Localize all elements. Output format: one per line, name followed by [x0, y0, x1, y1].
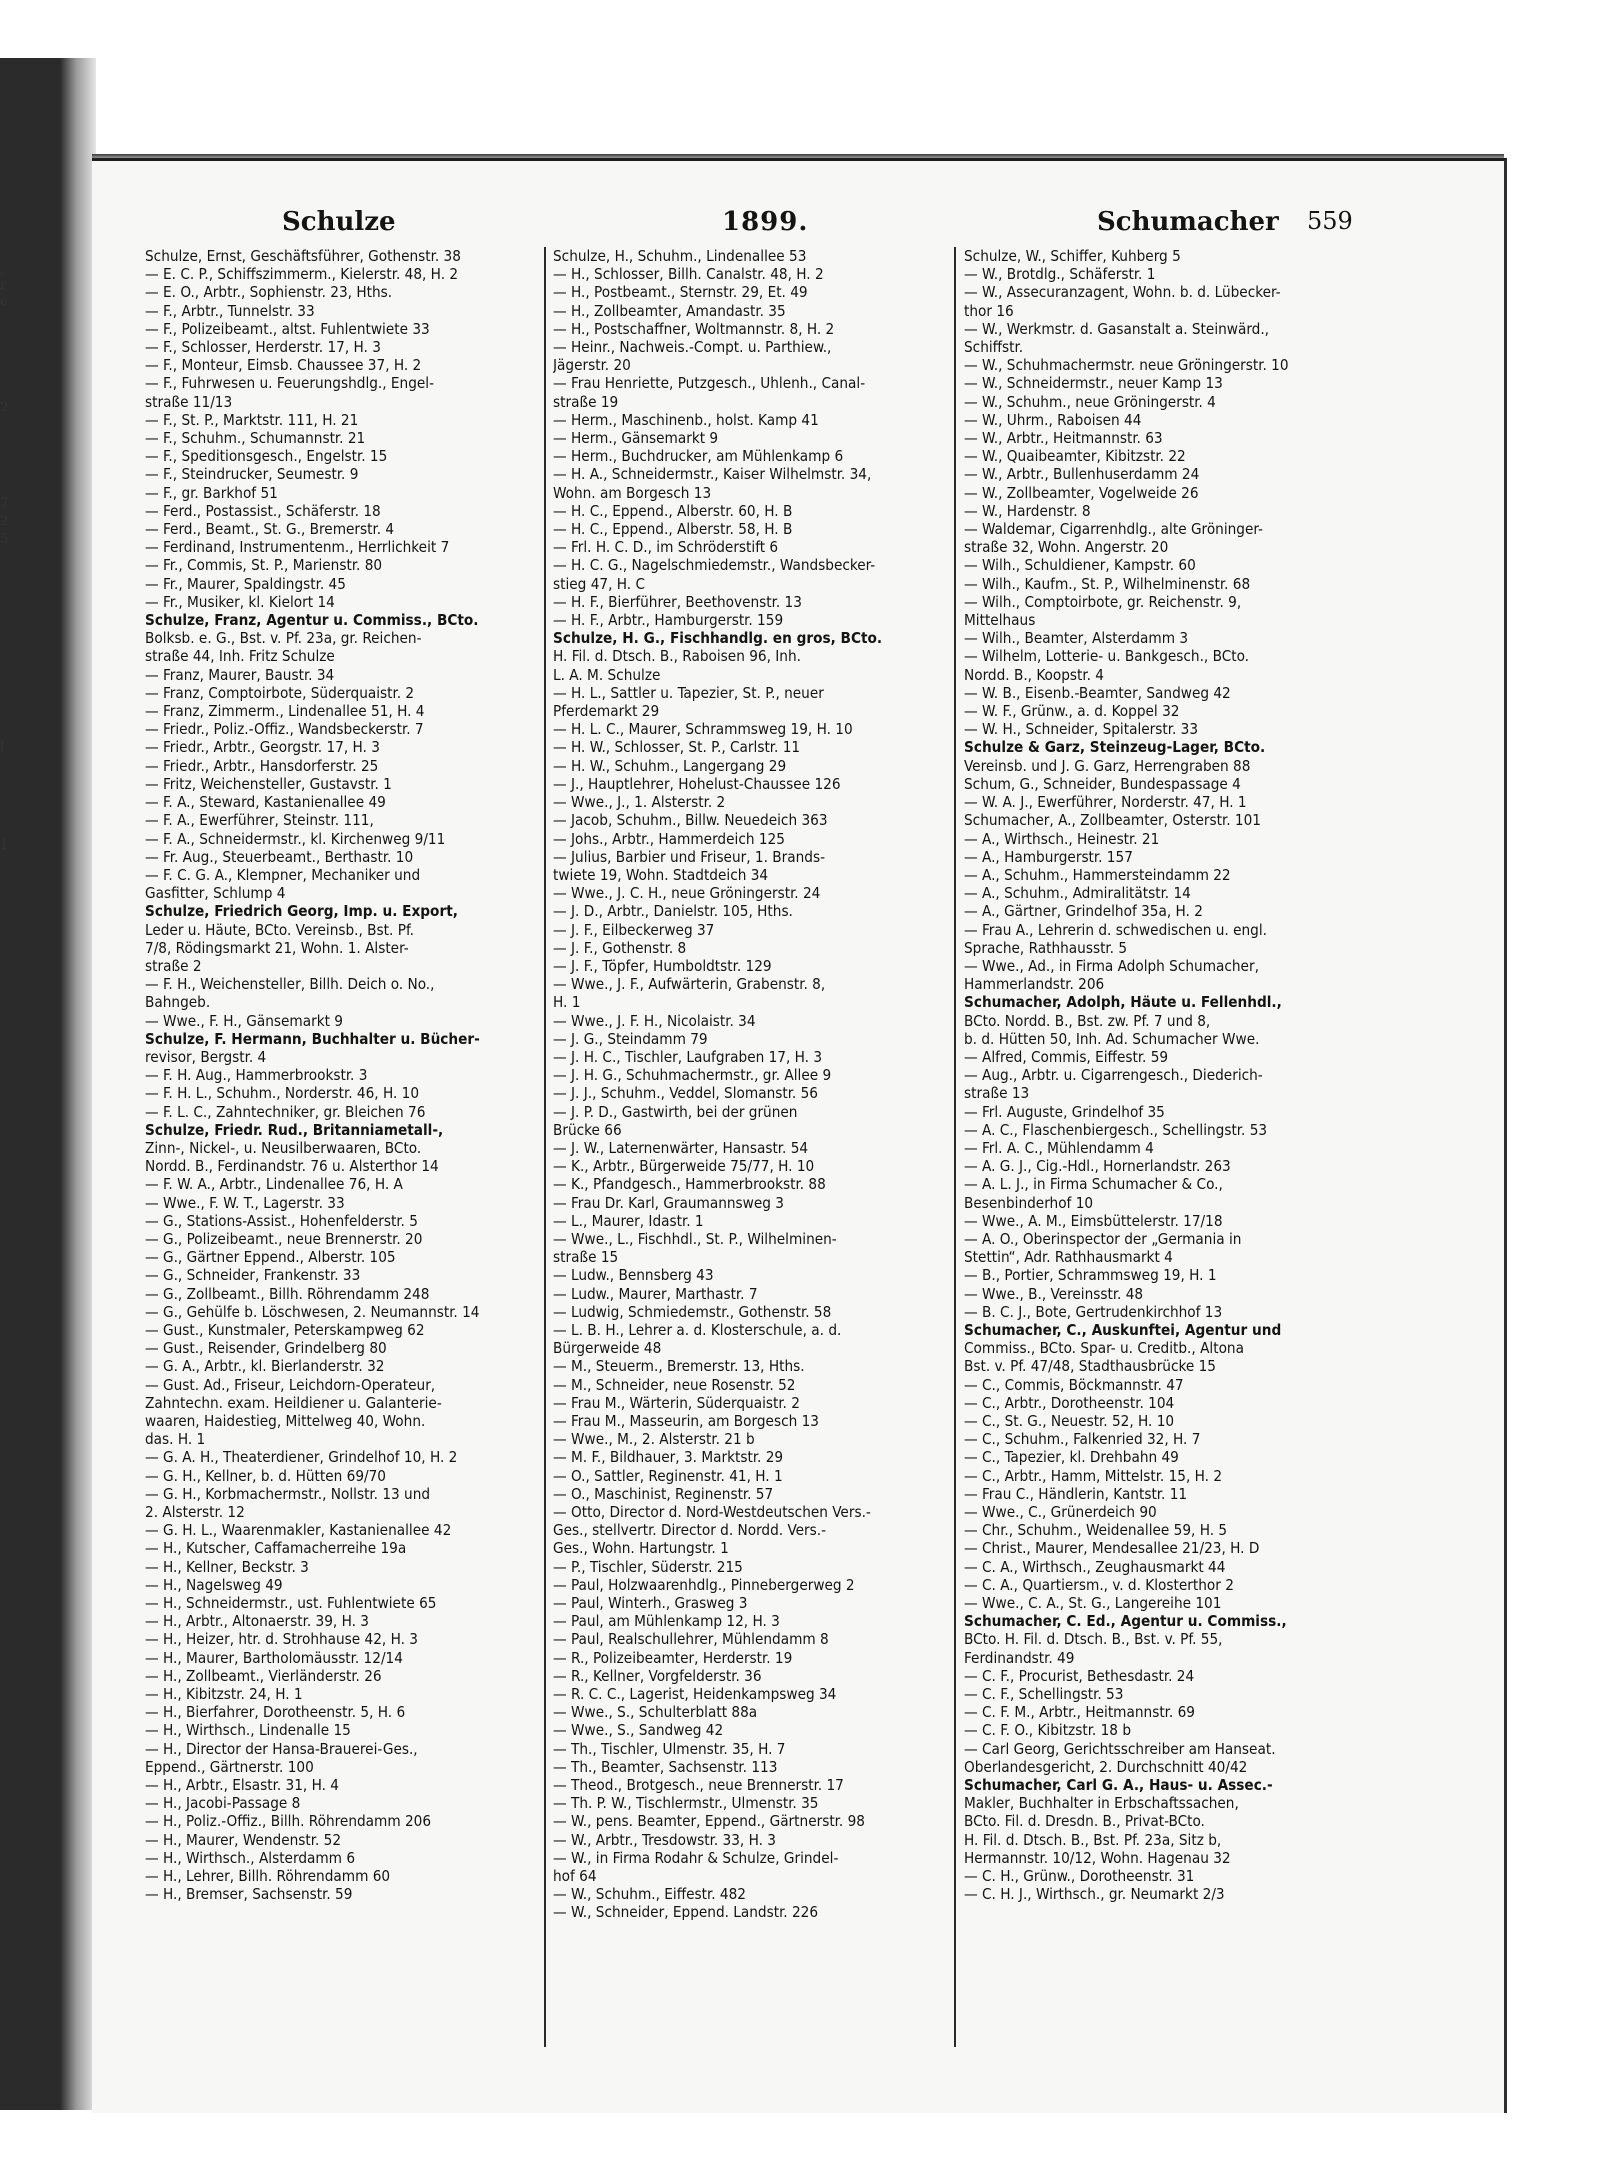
- directory-entry: straße 44, Inh. Fritz Schulze: [145, 647, 335, 666]
- directory-entry: — Wwe., F. W. T., Lagerstr. 33: [145, 1193, 345, 1212]
- directory-entry: — Friedr., Poliz.-Offiz., Wandsbeckerstr. 7: [145, 720, 424, 739]
- directory-entry: straße 19: [553, 392, 619, 411]
- directory-entry: — H., Nagelsweg 49: [145, 1575, 283, 1594]
- directory-entry: — Wwe., C. A., St. G., Langereihe 101: [964, 1594, 1222, 1613]
- directory-entry: — F., gr. Barkhof 51: [145, 483, 278, 502]
- directory-entry: — J. P. D., Gastwirth, bei der grünen: [553, 1102, 798, 1121]
- directory-entry: — W., Schuhmachermstr. neue Gröningerstr. 10: [964, 356, 1289, 375]
- directory-entry: — Wwe., A. M., Eimsbüttelerstr. 17/18: [964, 1211, 1223, 1230]
- directory-entry: Pferdemarkt 29: [553, 702, 660, 721]
- fragment: r: [0, 278, 7, 293]
- directory-entry: — E. O., Arbtr., Sophienstr. 23, Hths.: [145, 283, 393, 302]
- directory-entry: — J. H. C., Tischler, Laufgraben 17, H. 3: [553, 1047, 823, 1066]
- fragment: ,: [0, 262, 5, 277]
- directory-entry: Eppend., Gärtnerstr. 100: [145, 1757, 314, 1776]
- directory-entry: — Ludw., Bennsberg 43: [553, 1266, 714, 1285]
- directory-entry: — W., Quaibeamter, Kibitzstr. 22: [964, 447, 1186, 466]
- directory-entry: — C., Tapezier, kl. Drehbahn 49: [964, 1448, 1179, 1467]
- directory-entry: BCto. Nordd. B., Bst. zw. Pf. 7 und 8,: [964, 1011, 1211, 1030]
- directory-entry: — C. H., Grünw., Dorotheenstr. 31: [964, 1867, 1195, 1886]
- directory-entry: Vereinsb. und J. G. Garz, Herrengraben 88: [964, 756, 1251, 775]
- directory-entry: — M., Schneider, neue Rosenstr. 52: [553, 1375, 796, 1394]
- directory-entry: Schulze, W., Schiffer, Kuhberg 5: [964, 247, 1181, 265]
- directory-entry: — Franz, Maurer, Baustr. 34: [145, 665, 335, 684]
- directory-entry: — Wwe., F. H., Gänsemarkt 9: [145, 1011, 343, 1030]
- directory-entry: Besenbinderhof 10: [964, 1193, 1094, 1212]
- directory-entry: Brücke 66: [553, 1120, 622, 1139]
- directory-entry: — O., Maschinist, Reginenstr. 57: [553, 1484, 774, 1503]
- directory-entry: Nordd. B., Ferdinandstr. 76 u. Alsterthor 14: [145, 1157, 439, 1176]
- directory-entry: — F. L. C., Zahntechniker, gr. Bleichen 76: [145, 1102, 426, 1121]
- directory-entry: — Christ., Maurer, Mendesallee 21/23, H. D: [964, 1539, 1260, 1558]
- directory-entry: — Herm., Buchdrucker, am Mühlenkamp 6: [553, 447, 844, 466]
- column-divider: [954, 247, 956, 2047]
- directory-entry: — W., Schuhm., Eiffestr. 482: [553, 1885, 746, 1904]
- directory-entry: — H., Bremser, Sachsenstr. 59: [145, 1885, 353, 1904]
- directory-entry: — C. A., Quartiersm., v. d. Klosterthor 2: [964, 1575, 1234, 1594]
- directory-entry: — Frau M., Masseurin, am Borgesch 13: [553, 1412, 819, 1430]
- directory-entry: Bolksb. e. G., Bst. v. Pf. 23a, gr. Reichen-: [145, 629, 422, 648]
- directory-entry: — Johs., Arbtr., Hammerdeich 125: [553, 829, 785, 848]
- directory-entry: — F., Schlosser, Herderstr. 17, H. 3: [145, 338, 381, 357]
- directory-entry: — F. A., Ewerführer, Steinstr. 111,: [145, 811, 374, 830]
- directory-entry: — A., Wirthsch., Heinestr. 21: [964, 829, 1160, 848]
- directory-entry: — A., Hamburgerstr. 157: [964, 847, 1133, 866]
- directory-entry: — H., Poliz.-Offiz., Billh. Röhrendamm 206: [145, 1812, 432, 1831]
- directory-entry: — Wwe., Ad., in Firma Adolph Schumacher,: [964, 956, 1259, 975]
- directory-entry: — H. W., Schuhm., Langergang 29: [553, 756, 787, 775]
- directory-entry: — F. W. A., Arbtr., Lindenallee 76, H. A: [145, 1175, 403, 1194]
- directory-entry: — W., in Firma Rodahr & Schulze, Grindel-: [553, 1848, 839, 1867]
- fragment: l: [0, 740, 5, 755]
- directory-entry: Schulze, H., Schuhm., Lindenallee 53: [553, 247, 807, 265]
- directory-entry: L. A. M. Schulze: [553, 665, 661, 684]
- page-header: [92, 207, 1504, 243]
- directory-entry: — Frau Henriette, Putzgesch., Uhlenh., Canal-: [553, 374, 866, 393]
- directory-entry: — P., Tischler, Süderstr. 215: [553, 1557, 743, 1576]
- directory-entry: — Franz, Comptoirbote, Süderquaistr. 2: [145, 683, 415, 702]
- directory-entry: — H. C., Eppend., Alberstr. 58, H. B: [553, 520, 793, 539]
- directory-entry: — Wwe., S., Sandweg 42: [553, 1721, 724, 1740]
- directory-entry: — F. C. G. A., Klempner, Mechaniker und: [145, 865, 421, 884]
- directory-entry: — Fr. Aug., Steuerbeamt., Berthastr. 10: [145, 847, 414, 866]
- directory-entry: — W., Schuhm., neue Gröningerstr. 4: [964, 392, 1216, 411]
- directory-entry: Schulze, H. G., Fischhandlg. en gros, BCto.: [553, 629, 883, 648]
- directory-entry: revisor, Bergstr. 4: [145, 1047, 267, 1066]
- directory-entry: — Wilh., Beamter, Alsterdamm 3: [964, 629, 1189, 648]
- directory-entry: — Chr., Schuhm., Weidenallee 59, H. 5: [964, 1521, 1228, 1540]
- directory-entry: — Fr., Commis, St. P., Marienstr. 80: [145, 556, 383, 575]
- directory-entry: b. d. Hütten 50, Inh. Ad. Schumacher Wwe.: [964, 1029, 1260, 1048]
- directory-entry: — Gust., Kunstmaler, Peterskampweg 62: [145, 1320, 425, 1339]
- directory-entry: — F. H. L., Schuhm., Norderstr. 46, H. 10: [145, 1084, 420, 1103]
- directory-entry: — G., Zollbeamt., Billh. Röhrendamm 248: [145, 1284, 430, 1303]
- column-1: [145, 247, 537, 2067]
- directory-entry: — J. F., Eilbeckerweg 37: [553, 920, 715, 939]
- directory-entry: — C. F. M., Arbtr., Heitmannstr. 69: [964, 1703, 1195, 1722]
- directory-entry: — C., Commis, Böckmannstr. 47: [964, 1375, 1184, 1394]
- directory-entry: Oberlandesgericht, 2. Durchschnitt 40/42: [964, 1757, 1248, 1776]
- directory-entry: Schulze & Garz, Steinzeug-Lager, BCto.: [964, 738, 1266, 757]
- directory-entry: — G. A., Arbtr., kl. Bierlanderstr. 32: [145, 1357, 385, 1376]
- directory-entry: — W. B., Eisenb.-Beamter, Sandweg 42: [964, 683, 1231, 702]
- directory-entry: Schiffstr.: [964, 338, 1024, 357]
- directory-entry: — Aug., Arbtr. u. Cigarrengesch., Diederich-: [964, 1066, 1263, 1085]
- directory-entry: — A. O., Oberinspector der „Germania in: [964, 1229, 1242, 1248]
- directory-entry: — J. G., Steindamm 79: [553, 1029, 708, 1048]
- directory-entry: BCto. Fil. d. Dresdn. B., Privat-BCto.: [964, 1812, 1205, 1831]
- directory-entry: — G., Gärtner Eppend., Alberstr. 105: [145, 1248, 396, 1267]
- directory-entry: — Frau M., Wärterin, Süderquaistr. 2: [553, 1393, 800, 1412]
- directory-entry: Ferdinandstr. 49: [964, 1648, 1075, 1667]
- directory-entry: Stettin“, Adr. Rathhausmarkt 4: [964, 1248, 1173, 1267]
- directory-entry: straße 32, Wohn. Angerstr. 20: [964, 538, 1169, 557]
- directory-entry: — H., Maurer, Bartholomäusstr. 12/14: [145, 1648, 403, 1667]
- directory-entry: Mittelhaus: [964, 611, 1036, 630]
- directory-entry: Wohn. am Borgesch 13: [553, 483, 712, 502]
- directory-entry: — Th., Beamter, Sachsenstr. 113: [553, 1757, 778, 1776]
- directory-entry: — J., Hauptlehrer, Hohelust-Chaussee 126: [553, 774, 841, 793]
- directory-entry: — H., Schneidermstr., ust. Fuhlentwiete 65: [145, 1594, 437, 1613]
- directory-entry: Hammerlandstr. 206: [964, 975, 1105, 994]
- directory-entry: — F., St. P., Marktstr. 111, H. 21: [145, 410, 359, 429]
- directory-entry: — Th. P. W., Tischlermstr., Ulmenstr. 35: [553, 1794, 819, 1813]
- directory-entry: Schumacher, Carl G. A., Haus- u. Assec.-: [964, 1776, 1273, 1795]
- directory-entry: — L. B. H., Lehrer a. d. Klosterschule, a. d.: [553, 1320, 842, 1339]
- directory-entry: — Frau Dr. Karl, Graumannsweg 3: [553, 1193, 784, 1212]
- directory-entry: Ges., Wohn. Hartungstr. 1: [553, 1539, 729, 1558]
- directory-entry: H. Fil. d. Dtsch. B., Bst. Pf. 23a, Sitz b,: [964, 1830, 1222, 1849]
- directory-entry: — W., Brotdlg., Schäferstr. 1: [964, 265, 1156, 284]
- directory-entry: — H., Kibitzstr. 24, H. 1: [145, 1685, 303, 1704]
- directory-entry: — L., Maurer, Idastr. 1: [553, 1211, 704, 1230]
- directory-entry: — H. F., Bierführer, Beethovenstr. 13: [553, 592, 802, 611]
- directory-entry: Sprache, Rathhausstr. 5: [964, 938, 1128, 957]
- directory-entry: — Otto, Director d. Nord-Westdeutschen Vers.-: [553, 1503, 871, 1522]
- header-year: 1899.: [722, 207, 809, 237]
- column-divider: [544, 247, 546, 2047]
- directory-entry: Zahntechn. exam. Heildiener u. Galanterie-: [145, 1393, 442, 1412]
- directory-entry: — H., Schlosser, Billh. Canalstr. 48, H. 2: [553, 265, 824, 284]
- fragment: e: [0, 294, 8, 309]
- directory-entry: — F., Speditionsgesch., Engelstr. 15: [145, 447, 388, 466]
- column-2: [553, 247, 945, 2067]
- directory-entry: — H., Wirthsch., Alsterdamm 6: [145, 1848, 356, 1867]
- directory-entry: — Wwe., J., 1. Alsterstr. 2: [553, 793, 726, 812]
- directory-entry: — H., Jacobi-Passage 8: [145, 1794, 301, 1813]
- directory-entry: — H., Zollbeamter, Amandastr. 35: [553, 301, 786, 320]
- directory-entry: Schulze, Friedrich Georg, Imp. u. Export,: [145, 902, 458, 921]
- directory-entry: — J. F., Gothenstr. 8: [553, 938, 687, 957]
- directory-entry: — C. F. O., Kibitzstr. 18 b: [964, 1721, 1131, 1740]
- directory-entry: — J. F., Töpfer, Humboldtstr. 129: [553, 956, 772, 975]
- directory-entry: — W., Schneidermstr., neuer Kamp 13: [964, 374, 1223, 393]
- directory-entry: — R., Kellner, Vorgfelderstr. 36: [553, 1666, 762, 1685]
- directory-entry: Schumacher, Adolph, Häute u. Fellenhdl.,: [964, 993, 1282, 1012]
- directory-entry: — Waldemar, Cigarrenhdlg., alte Gröninger-: [964, 520, 1263, 539]
- directory-entry: — H., Arbtr., Altonaerstr. 39, H. 3: [145, 1612, 369, 1631]
- directory-entry: — M. F., Bildhauer, 3. Marktstr. 29: [553, 1448, 784, 1467]
- directory-entry: — F. H. Aug., Hammerbrookstr. 3: [145, 1066, 368, 1085]
- previous-page-dark-edge: [0, 58, 62, 2110]
- directory-entry: — Wilh., Schuldiener, Kampstr. 60: [964, 556, 1196, 575]
- directory-entry: — Wilhelm, Lotterie- u. Bankgesch., BCto.: [964, 647, 1250, 666]
- directory-entry: — H., Lehrer, Billh. Röhrendamm 60: [145, 1867, 391, 1886]
- directory-entry: Zinn-, Nickel-, u. Neusilberwaaren, BCto.: [145, 1138, 422, 1157]
- directory-entry: — A., Schuhm., Admiralitätstr. 14: [964, 884, 1191, 903]
- directory-entry: Schumacher, C., Auskunftei, Agentur und: [964, 1320, 1282, 1339]
- directory-entry: hof 64: [553, 1867, 597, 1886]
- directory-entry: — R. C. C., Lagerist, Heidenkampsweg 34: [553, 1685, 837, 1704]
- directory-entry: — C., St. G., Neuestr. 52, H. 10: [964, 1412, 1175, 1430]
- directory-entry: — F., Fuhrwesen u. Feuerungshdlg., Engel-: [145, 374, 435, 393]
- directory-entry: — Ferdinand, Instrumentenm., Herrlichkeit 7: [145, 538, 450, 557]
- directory-entry: Schulze, Ernst, Geschäftsführer, Gothenstr. 38: [145, 247, 461, 265]
- directory-entry: straße 11/13: [145, 392, 233, 411]
- directory-entry: — A., Schuhm., Hammersteindamm 22: [964, 865, 1231, 884]
- directory-entry: — F., Steindrucker, Seumestr. 9: [145, 465, 359, 484]
- directory-entry: — H., Bierfahrer, Dorotheenstr. 5, H. 6: [145, 1703, 406, 1722]
- directory-entry: — R., Polizeibeamter, Herderstr. 19: [553, 1648, 793, 1667]
- directory-entry: — H., Wirthsch., Lindenalle 15: [145, 1721, 351, 1740]
- directory-entry: — M., Steuerm., Bremerstr. 13, Hths.: [553, 1357, 805, 1376]
- directory-entry: — Friedr., Arbtr., Georgstr. 17, H. 3: [145, 738, 380, 757]
- directory-entry: — Franz, Zimmerm., Lindenallee 51, H. 4: [145, 702, 425, 721]
- directory-entry: Gasfitter, Schlump 4: [145, 884, 286, 903]
- directory-entry: Commiss., BCto. Spar- u. Creditb., Altona: [964, 1339, 1244, 1358]
- directory-entry: — Paul, am Mühlenkamp 12, H. 3: [553, 1612, 780, 1631]
- directory-entry: — J. W., Laternenwärter, Hansastr. 54: [553, 1138, 809, 1157]
- directory-entry: — Wwe., J. F. H., Nicolaistr. 34: [553, 1011, 756, 1030]
- directory-entry: — O., Sattler, Reginenstr. 41, H. 1: [553, 1466, 783, 1485]
- directory-entry: — J. H. G., Schuhmachermstr., gr. Allee 9: [553, 1066, 832, 1085]
- directory-entry: Schumacher, A., Zollbeamter, Osterstr. 101: [964, 811, 1261, 830]
- directory-entry: — H., Zollbeamt., Vierländerstr. 26: [145, 1666, 382, 1685]
- directory-entry: — H., Arbtr., Elsastr. 31, H. 4: [145, 1776, 339, 1795]
- directory-entry: — K., Pfandgesch., Hammerbrookstr. 88: [553, 1175, 826, 1194]
- directory-entry: — C. F., Procurist, Bethesdastr. 24: [964, 1666, 1195, 1685]
- directory-entry: — G., Polizeibeamt., neue Brennerstr. 20: [145, 1229, 423, 1248]
- directory-entry: — W., Zollbeamter, Vogelweide 26: [964, 483, 1199, 502]
- directory-entry: 7/8, Rödingsmarkt 21, Wohn. 1. Alster-: [145, 938, 409, 957]
- directory-entry: — F., Schuhm., Schumannstr. 21: [145, 429, 366, 448]
- directory-entry: Jägerstr. 20: [553, 356, 631, 375]
- directory-entry: H. 1: [553, 993, 581, 1012]
- directory-entry: — H., Kutscher, Caffamacherreihe 19a: [145, 1539, 407, 1558]
- directory-entry: — H. L. C., Maurer, Schrammsweg 19, H. 10: [553, 720, 853, 739]
- directory-entry: Leder u. Häute, BCto. Vereinsb., Bst. Pf.: [145, 920, 414, 939]
- directory-entry: — Ludw., Maurer, Marthastr. 7: [553, 1284, 758, 1303]
- directory-entry: Bürgerweide 48: [553, 1339, 662, 1358]
- directory-entry: — J. J., Schuhm., Veddel, Slomanstr. 56: [553, 1084, 818, 1103]
- header-left-keyword: Schulze: [282, 207, 396, 237]
- directory-entry: — H. C., Eppend., Alberstr. 60, H. B: [553, 501, 793, 520]
- directory-entry: — W., Assecuranzagent, Wohn. b. d. Lübecker-: [964, 283, 1281, 302]
- directory-entry: — Wilh., Kaufm., St. P., Wilhelminenstr. 68: [964, 574, 1251, 593]
- directory-entry: das. H. 1: [145, 1430, 206, 1449]
- directory-entry: — H., Postschaffner, Woltmannstr. 8, H. 2: [553, 319, 835, 338]
- header-right-keyword: Schumacher: [1097, 207, 1279, 237]
- directory-entry: — H. C. G., Nagelschmiedemstr., Wandsbecker-: [553, 556, 876, 575]
- directory-entry: — F., Arbtr., Tunnelstr. 33: [145, 301, 315, 320]
- directory-entry: — G. H., Korbmachermstr., Nollstr. 13 und: [145, 1484, 431, 1503]
- directory-entry: — G. H., Kellner, b. d. Hütten 69/70: [145, 1466, 386, 1485]
- directory-entry: Nordd. B., Koopstr. 4: [964, 665, 1104, 684]
- directory-entry: — Paul, Holzwaarenhdlg., Pinnebergerweg 2: [553, 1575, 855, 1594]
- directory-entry: — H., Maurer, Wendenstr. 52: [145, 1830, 342, 1849]
- directory-entry: — Wwe., M., 2. Alsterstr. 21 b: [553, 1430, 755, 1449]
- directory-entry: — H. F., Arbtr., Hamburgerstr. 159: [553, 611, 784, 630]
- directory-entry: — Gust. Ad., Friseur, Leichdorn-Operateur,: [145, 1375, 436, 1394]
- directory-entry: Schum, G., Schneider, Bundespassage 4: [964, 774, 1241, 793]
- fragment: 7: [0, 496, 9, 511]
- directory-entry: Schulze, Friedr. Rud., Britanniametall-,: [145, 1120, 444, 1139]
- directory-entry: — Herm., Maschinenb., holst. Kamp 41: [553, 410, 819, 429]
- directory-entry: — Theod., Brotgesch., neue Brennerstr. 17: [553, 1776, 844, 1795]
- directory-entry: — F., Monteur, Eimsb. Chaussee 37, H. 2: [145, 356, 422, 375]
- directory-entry: — Fritz, Weichensteller, Gustavstr. 1: [145, 774, 392, 793]
- directory-entry: — H. W., Schlosser, St. P., Carlstr. 11: [553, 738, 801, 757]
- directory-entry: — Wwe., J. C. H., neue Gröningerstr. 24: [553, 884, 821, 903]
- directory-entry: Schumacher, C. Ed., Agentur u. Commiss.,: [964, 1612, 1287, 1631]
- directory-entry: — Ferd., Postassist., Schäferstr. 18: [145, 501, 381, 520]
- directory-entry: — Wwe., J. F., Aufwärterin, Grabenstr. 8,: [553, 975, 826, 994]
- directory-entry: — E. C. P., Schiffszimmerm., Kielerstr. 48, H. 2: [145, 265, 459, 284]
- directory-entry: — C. F., Schellingstr. 53: [964, 1685, 1124, 1704]
- directory-entry: — Herm., Gänsemarkt 9: [553, 429, 719, 448]
- directory-entry: thor 16: [964, 301, 1014, 320]
- directory-entry: — Wwe., B., Vereinsstr. 48: [964, 1284, 1144, 1303]
- directory-entry: — F. H., Weichensteller, Billh. Deich o. No.,: [145, 975, 435, 994]
- directory-entry: — Alfred, Commis, Eiffestr. 59: [964, 1047, 1169, 1066]
- directory-entry: Ges., stellvertr. Director d. Nordd. Vers.-: [553, 1521, 827, 1540]
- directory-entry: waaren, Haidestieg, Mittelweg 40, Wohn.: [145, 1412, 426, 1430]
- directory-entry: — A. C., Flaschenbiergesch., Schellingstr. 53: [964, 1120, 1268, 1139]
- directory-entry: — B. C. J., Bote, Gertrudenkirchhof 13: [964, 1302, 1223, 1321]
- directory-entry: — Paul, Realschullehrer, Mühlendamm 8: [553, 1630, 829, 1649]
- directory-entry: — W., Arbtr., Heitmannstr. 63: [964, 429, 1163, 448]
- directory-entry: — G., Stations-Assist., Hohenfelderstr. 5: [145, 1211, 418, 1230]
- directory-entry: — G., Gehülfe b. Löschwesen, 2. Neumannstr. 14: [145, 1302, 480, 1321]
- directory-entry: twiete 19, Wohn. Stadtdeich 34: [553, 865, 769, 884]
- directory-entry: — W. A. J., Ewerführer, Norderstr. 47, H. 1: [964, 793, 1247, 812]
- directory-entry: — C., Arbtr., Hamm, Mittelstr. 15, H. 2: [964, 1466, 1223, 1485]
- directory-entry: — Jacob, Schuhm., Billw. Neuedeich 363: [553, 811, 828, 830]
- directory-entry: — C., Schuhm., Falkenried 32, H. 7: [964, 1430, 1201, 1449]
- directory-entry: — J. D., Arbtr., Danielstr. 105, Hths.: [553, 902, 793, 921]
- directory-entry: — F., Polizeibeamt., altst. Fuhlentwiete 33: [145, 319, 430, 338]
- directory-entry: — B., Portier, Schrammsweg 19, H. 1: [964, 1266, 1217, 1285]
- directory-entry: — W. H., Schneider, Spitalerstr. 33: [964, 720, 1199, 739]
- directory-entry: — W. F., Grünw., a. d. Koppel 32: [964, 702, 1180, 721]
- directory-entry: — Wwe., L., Fischhdl., St. P., Wilhelminen-: [553, 1229, 837, 1248]
- column-3: [964, 247, 1356, 2067]
- directory-entry: — Frau C., Händlerin, Kantstr. 11: [964, 1484, 1188, 1503]
- directory-entry: — A. G. J., Cig.-Hdl., Hornerlandstr. 263: [964, 1157, 1231, 1176]
- book-gutter-shadow: [60, 58, 96, 2110]
- directory-entry: — C., Arbtr., Dorotheenstr. 104: [964, 1393, 1175, 1412]
- directory-entry: Schulze, F. Hermann, Buchhalter u. Bücher-: [145, 1029, 480, 1048]
- directory-entry: — G. A. H., Theaterdiener, Grindelhof 10, H. 2: [145, 1448, 458, 1467]
- directory-entry: Schulze, Franz, Agentur u. Commiss., BCto.: [145, 611, 479, 630]
- directory-entry: straße 2: [145, 956, 202, 975]
- fragment: 2: [0, 514, 9, 529]
- directory-entry: — H., Kellner, Beckstr. 3: [145, 1557, 309, 1576]
- directory-entry: — Carl Georg, Gerichtsschreiber am Hanseat.: [964, 1739, 1276, 1758]
- directory-entry: — Fr., Musiker, kl. Kielort 14: [145, 592, 335, 611]
- directory-entry: — W., Arbtr., Bullenhuserdamm 24: [964, 465, 1200, 484]
- directory-entry: — W., pens. Beamter, Eppend., Gärtnerstr. 98: [553, 1812, 865, 1831]
- directory-entry: — Friedr., Arbtr., Hansdorferstr. 25: [145, 756, 379, 775]
- directory-entry: — Frau A., Lehrerin d. schwedischen u. engl.: [964, 920, 1267, 939]
- directory-entry: — H., Heizer, htr. d. Strohhause 42, H. 3: [145, 1630, 418, 1649]
- directory-entry: — Ferd., Beamt., St. G., Bremerstr. 4: [145, 520, 395, 539]
- directory-entry: — Ludwig, Schmiedemstr., Gothenstr. 58: [553, 1302, 832, 1321]
- directory-entry: — K., Arbtr., Bürgerweide 75/77, H. 10: [553, 1157, 815, 1176]
- directory-entry: — Gust., Reisender, Grindelberg 80: [145, 1339, 387, 1358]
- directory-entry: 2. Alsterstr. 12: [145, 1503, 245, 1522]
- directory-entry: BCto. H. Fil. d. Dtsch. B., Bst. v. Pf. 55,: [964, 1630, 1223, 1649]
- directory-entry: — C. A., Wirthsch., Zeughausmarkt 44: [964, 1557, 1226, 1576]
- directory-entry: — Frl. Auguste, Grindelhof 35: [964, 1102, 1165, 1121]
- directory-entry: — W., Werkmstr. d. Gasanstalt a. Steinwärd.,: [964, 319, 1270, 338]
- directory-entry: — C. H. J., Wirthsch., gr. Neumarkt 2/3: [964, 1885, 1225, 1904]
- directory-entry: — Frl. H. C. D., im Schröderstift 6: [553, 538, 779, 557]
- directory-entry: — Th., Tischler, Ulmenstr. 35, H. 7: [553, 1739, 786, 1758]
- directory-entry: — Paul, Winterh., Grasweg 3: [553, 1594, 748, 1613]
- directory-entry: — W., Schneider, Eppend. Landstr. 226: [553, 1903, 819, 1922]
- fragment: 5: [0, 532, 9, 547]
- directory-entry: — Wilh., Comptoirbote, gr. Reichenstr. 9,: [964, 592, 1242, 611]
- directory-entry: — G. H. L., Waarenmakler, Kastanienallee 42: [145, 1521, 452, 1540]
- directory-entry: — H., Director der Hansa-Brauerei-Ges.,: [145, 1739, 418, 1758]
- directory-entry: — H., Postbeamt., Sternstr. 29, Et. 49: [553, 283, 808, 302]
- directory-entry: — F. A., Schneidermstr., kl. Kirchenweg 9/11: [145, 829, 446, 848]
- directory-entry: — A. L. J., in Firma Schumacher & Co.,: [964, 1175, 1223, 1194]
- directory-entry: — Fr., Maurer, Spaldingstr. 45: [145, 574, 346, 593]
- directory-entry: — F. A., Steward, Kastanienallee 49: [145, 793, 386, 812]
- directory-entry: — G., Schneider, Frankenstr. 33: [145, 1266, 361, 1285]
- directory-entry: — Wwe., C., Grünerdeich 90: [964, 1503, 1157, 1522]
- directory-page: [92, 158, 1507, 2113]
- directory-entry: — W., Uhrm., Raboisen 44: [964, 410, 1142, 429]
- directory-entry: Hermannstr. 10/12, Wohn. Hagenau 32: [964, 1848, 1231, 1867]
- directory-entry: Makler, Buchhalter in Erbschaftssachen,: [964, 1794, 1239, 1813]
- directory-entry: — Julius, Barbier und Friseur, 1. Brands-: [553, 847, 826, 866]
- directory-entry: H. Fil. d. Dtsch. B., Raboisen 96, Inh.: [553, 647, 801, 666]
- directory-entry: stieg 47, H. C: [553, 574, 645, 593]
- directory-entry: — W., Hardenstr. 8: [964, 501, 1091, 520]
- directory-entry: Bahngeb.: [145, 993, 211, 1012]
- fragment: 2: [0, 400, 9, 415]
- fragment: 1: [0, 838, 9, 853]
- directory-entry: — Frl. A. C., Mühlendamm 4: [964, 1138, 1154, 1157]
- directory-entry: — W., Arbtr., Tresdowstr. 33, H. 3: [553, 1830, 776, 1849]
- directory-entry: straße 15: [553, 1248, 619, 1267]
- directory-entry: — Wwe., S., Schulterblatt 88a: [553, 1703, 758, 1722]
- directory-entry: straße 13: [964, 1084, 1030, 1103]
- page-number: 559: [1307, 207, 1353, 235]
- directory-entry: Bst. v. Pf. 47/48, Stadthausbrücke 15: [964, 1357, 1216, 1376]
- directory-entry: — A., Gärtner, Grindelhof 35a, H. 2: [964, 902, 1203, 921]
- directory-entry: — Heinr., Nachweis.-Compt. u. Parthiew.,: [553, 338, 832, 357]
- directory-entry: — H. L., Sattler u. Tapezier, St. P., neuer: [553, 683, 824, 702]
- directory-entry: — H. A., Schneidermstr., Kaiser Wilhelmstr. 34,: [553, 465, 872, 484]
